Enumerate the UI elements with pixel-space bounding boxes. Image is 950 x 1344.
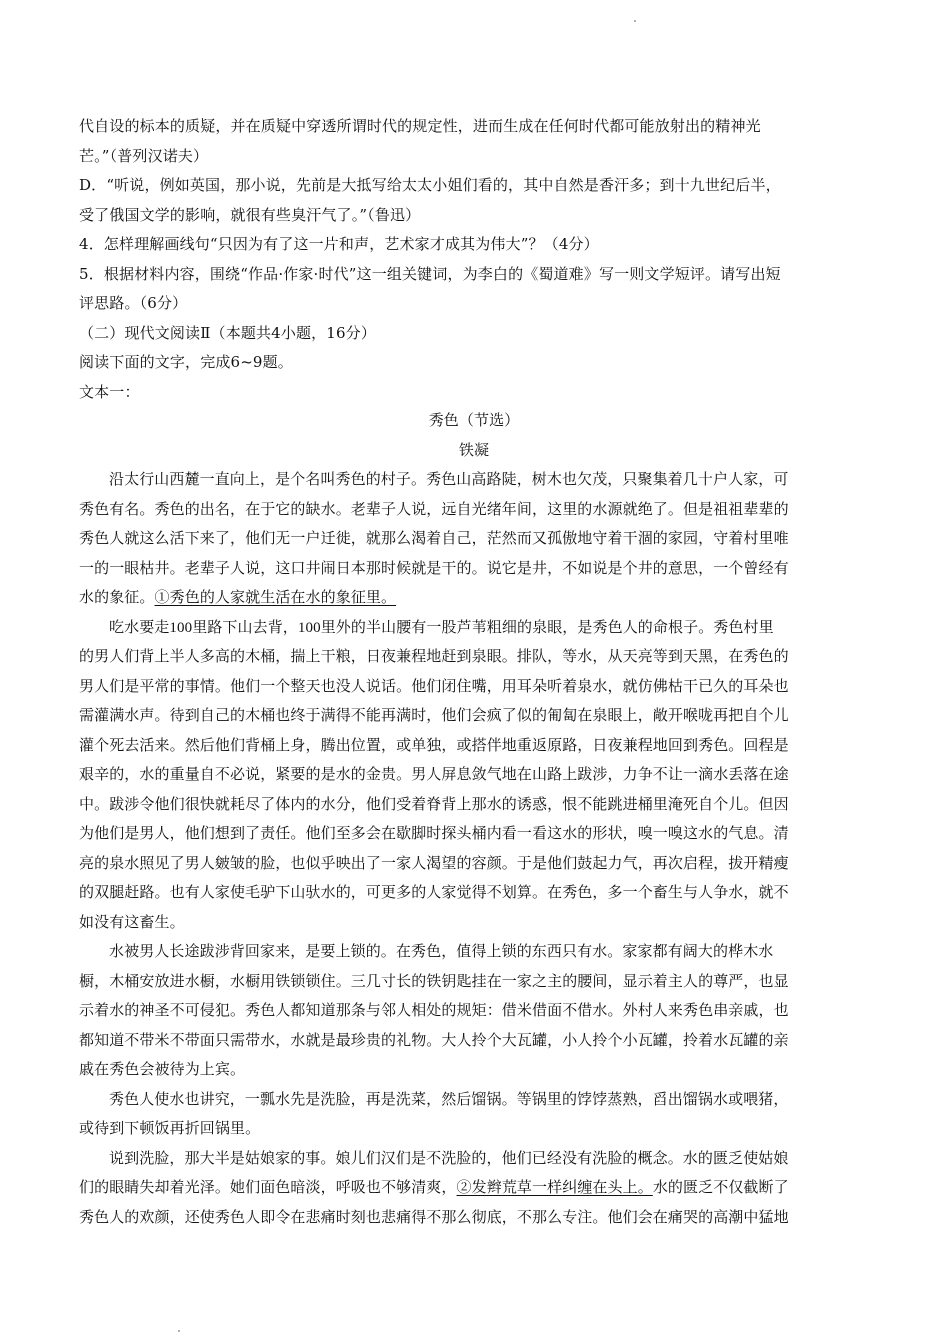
paragraph-line bbox=[79, 1174, 869, 1204]
paragraph-line: 说到洗脸，那大半是姑娘家的事。娘儿们汉们是不洗脸的，他们已经没有洗脸的概念。水的匮乏使姑娘 bbox=[109, 1150, 789, 1167]
paragraph-line: 灌个死去活来。然后他们背桶上身，腾出位置，或单独，或搭伴地重返原路，日夜兼程地回到秀色。回程是 bbox=[79, 737, 789, 754]
paragraph-line: 或待到下顿饭再折回锅里。 bbox=[79, 1121, 261, 1137]
paragraph-3 bbox=[79, 938, 869, 1086]
text-span: 水的象征。 bbox=[79, 590, 155, 606]
paragraph-4 bbox=[79, 1086, 869, 1145]
reading-instruction: 阅读下面的文字，完成6~9题。 bbox=[79, 353, 293, 371]
paragraph-line: 沿太行山西麓一直向上，是个名叫秀色的村子。秀色山高路陡，树木也欠茂，只聚集着几十户人家，可 bbox=[109, 472, 789, 488]
text-span: 们的眼睛失却着光泽。她们面色暗淡，呼吸也不够清爽， bbox=[79, 1180, 457, 1196]
preceding-questions bbox=[79, 112, 869, 407]
paragraph-line: 亮的泉水照见了男人皴皱的脸，也似乎映出了一家人渴望的容颜。于是他们鼓起力气，再次启程，拔开精瘦 bbox=[79, 855, 789, 872]
question-5: 5．根据材料内容，围绕“作品·作家·时代”这一组关键词，为李白的《蜀道难》写一则文学短评。请写出短 bbox=[79, 264, 781, 283]
paragraph-line: 需灌满水声。待到自己的木桶也终于满得不能再满时，他们会疯了似的匍匐在泉眼上，敞开喉咙再把自个儿 bbox=[79, 708, 789, 724]
text-line: 评思路。（6分） bbox=[79, 294, 188, 312]
text-one-label: 文本一： bbox=[79, 382, 140, 401]
paragraph-line: 为他们是男人，他们想到了责任。他们至多会在歇脚时探头桶内看一看这水的形状，嗅一嗅这水的气息。清 bbox=[79, 826, 789, 842]
paragraph-5 bbox=[79, 1145, 869, 1234]
paragraph-line: 如没有这畜生。 bbox=[79, 914, 185, 931]
paragraph-line: 的男人们背上半人多高的木桶，揣上干粮，日夜兼程地赶到泉眼。排队，等水，从天亮等到天黑，在秀色的 bbox=[79, 649, 789, 665]
paragraph-line: 秀色人就这么活下来了，他们无一户迁徙，就那么渴着自己，茫然而又孤傲地守着干涸的家园，守着村里唯 bbox=[79, 531, 789, 547]
passage-title: 秀色（节选） bbox=[428, 413, 520, 429]
paragraph-line: 一的一眼枯井。老辈子人说，这口井闹日本那时候就是干的。说它是井，不如说是个井的意思，一个曾经有 bbox=[79, 560, 789, 577]
decorative-dot-bottom bbox=[178, 1330, 180, 1332]
paragraph-line: 艰辛的，水的重量自不必说，紧要的是水的金贵。男人屏息敛气地在山路上跋涉，力争不让一滴水丢落在途 bbox=[79, 767, 789, 783]
text-line: 芒。”（普列汉诺夫） bbox=[79, 146, 209, 165]
paragraph-line: 都知道不带米不带面只需带水，水就是最珍贵的礼物。大人拎个大瓦罐，小人拎个小瓦罐，拎着水瓦罐的亲 bbox=[79, 1032, 789, 1049]
paragraph-line: 秀色人使水也讲究，一瓢水先是洗脸，再是洗菜，然后馏锅。等锅里的饽饽蒸熟，舀出馏锅水或喂猪， bbox=[109, 1091, 789, 1108]
paragraph-line: 吃水要走100里路下山去背，100里外的半山腰有一股芦苇粗细的泉眼，是秀色人的命根子。秀色村里 bbox=[109, 619, 774, 636]
paragraph-line: 示着水的神圣不可侵犯。秀色人都知道那条与邻人相处的规矩：借米借面不借水。外村人来秀色串亲戚，也 bbox=[79, 1003, 789, 1019]
text-line: 代自设的标本的质疑，并在质疑中穿透所谓时代的规定性，进而生成在任何时代都可能放射出的精神光 bbox=[79, 117, 761, 135]
paragraph-line: 水被男人长途跋涉背回家来，是要上锁的。在秀色，值得上锁的东西只有水。家家都有阔大的桦木水 bbox=[109, 944, 774, 960]
paragraph-line: 戚在秀色会被待为上宾。 bbox=[79, 1062, 246, 1078]
paragraph-line: 秀色有名。秀色的出名，在于它的缺水。老辈子人说，远自光绪年间，这里的水源就绝了。但是祖祖辈辈的 bbox=[79, 501, 789, 518]
section-heading: （二）现代文阅读Ⅱ（本题共4小题，16分） bbox=[79, 323, 376, 342]
underlined-sentence-2: ②发辫荒草一样纠缠在头上。 bbox=[456, 1180, 653, 1196]
paragraph-1 bbox=[79, 466, 869, 614]
text-span: 水的匮乏不仅截断了 bbox=[652, 1180, 789, 1196]
paragraph-line bbox=[79, 584, 869, 614]
paragraph-line: 的双腿赶路。也有人家使毛驴下山驮水的，可更多的人家觉得不划算。在秀色，多一个畜生与人争水，就不 bbox=[79, 885, 789, 901]
document-page bbox=[79, 112, 869, 1233]
paragraph-line: 男人们是平常的事情。他们一个整天也没人说话。他们闭住嘴，用耳朵听着泉水，就仿佛枯干已久的耳朵也 bbox=[79, 678, 789, 695]
underlined-sentence-1: ①秀色的人家就生活在水的象征里。 bbox=[154, 590, 397, 606]
paragraph-2 bbox=[79, 614, 869, 939]
paragraph-line: 秀色人的欢颜，还使秀色人即令在悲痛时刻也悲痛得不那么彻底，不那么专注。他们会在痛哭的高潮中猛地 bbox=[79, 1209, 789, 1226]
option-d-line: D．“听说，例如英国，那小说，先前是大抵写给太太小姐们看的，其中自然是香汗多；到十九世纪后半， bbox=[79, 176, 781, 194]
passage-author: 铁凝 bbox=[458, 442, 490, 459]
paragraph-line: 橱，木桶安放进水橱，水橱用铁锁锁住。三几寸长的铁钥匙挂在一家之主的腰间，显示着主人的尊严，也显 bbox=[79, 973, 789, 990]
text-line: 受了俄国文学的影响，就很有些臭汗气了。”（鲁迅） bbox=[79, 205, 421, 224]
decorative-dot-top bbox=[634, 20, 636, 22]
paragraph-line: 中。跋涉令他们很快就耗尽了体内的水分，他们受着脊背上那水的诱惑，恨不能跳进桶里淹死自个儿。但因 bbox=[79, 796, 789, 813]
question-4: 4．怎样理解画线句“只因为有了这一片和声，艺术家才成其为伟大”？（4分） bbox=[79, 235, 599, 253]
